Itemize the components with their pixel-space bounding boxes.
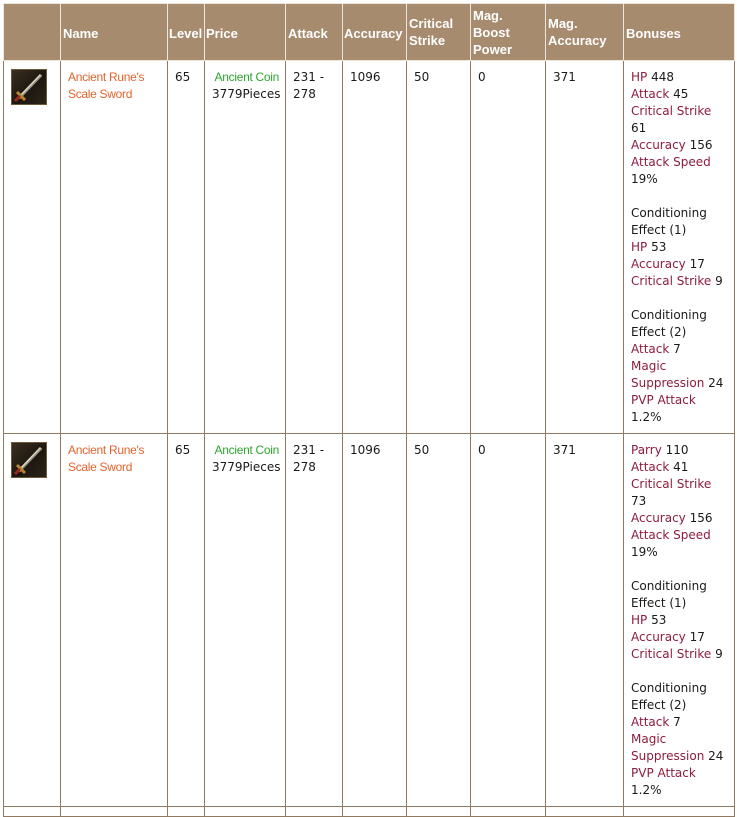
level-cell: 65 [168,61,205,434]
bonus-label: Attack Speed [631,528,711,542]
conditioning-title: Conditioning Effect (2) [631,681,707,712]
bonus-label: HP [631,240,648,254]
bonus-value: 7 [673,715,681,729]
bonus-value: 17 [689,257,705,271]
price-cell [205,61,286,434]
bonus-line [631,731,728,765]
accuracy-cell: 1096 [343,61,407,434]
attack-cell: 231 - 278 [286,434,343,807]
bonus-value: 17 [689,630,705,644]
bonus-value: 53 [651,613,667,627]
col-header-attack[interactable]: Attack [286,4,343,61]
bonus-line [631,459,728,476]
mag-accuracy-cell: 371 [546,434,624,807]
bonus-label: Critical Strike [631,477,712,491]
bonus-value: 73 [631,494,647,508]
bonus-line [631,341,728,358]
price-currency: Ancient Coin [214,70,279,84]
bonus-label: Attack [631,460,670,474]
price-cell [205,434,286,807]
col-header-price[interactable]: Price [205,4,286,61]
bonus-label: Attack [631,715,670,729]
bonus-label: Critical Strike [631,647,712,661]
bonus-line [631,103,728,137]
col-header-accuracy[interactable]: Accuracy [343,4,407,61]
bonus-value: 24 [708,749,724,763]
name-cell [61,61,168,434]
col-header-name[interactable]: Name [61,4,168,61]
conditioning-title: Conditioning Effect (1) [631,206,707,237]
bonus-value: 1.2% [631,783,662,797]
bonus-label: Critical Strike [631,274,712,288]
bonus-label: Magic Suppression [631,359,705,390]
bonus-value: 45 [673,87,689,101]
price-amount: 3779Pieces [212,460,281,474]
accuracy-cell: 1096 [343,434,407,807]
bonus-label: Accuracy [631,138,686,152]
bonus-value: 53 [651,240,667,254]
bonus-line [631,154,728,188]
bonus-line [631,714,728,731]
bonus-line [631,256,728,273]
bonus-value: 110 [665,443,689,457]
bonus-label: Accuracy [631,511,686,525]
bonus-label: HP [631,70,648,84]
bonus-value: 448 [651,70,674,84]
bonus-value: 1.2% [631,410,662,424]
bonus-value: 9 [715,647,723,661]
bonus-label: Attack [631,87,670,101]
bonuses-cell [624,61,735,434]
bonus-value: 24 [708,376,724,390]
table-row [4,61,735,434]
attack-cell: 231 - 278 [286,61,343,434]
price-currency: Ancient Coin [214,443,279,457]
items-table [3,3,735,817]
bonus-line [631,527,728,561]
conditioning-title: Conditioning Effect (2) [631,308,707,339]
bonus-line [631,69,728,86]
bonus-value: 7 [673,342,681,356]
bonus-value: 156 [689,138,713,152]
sword-icon[interactable] [11,69,47,105]
sword-icon[interactable] [11,442,47,478]
bonus-line [631,137,728,154]
bonus-line [631,358,728,392]
col-header-bonuses[interactable]: Bonuses [624,4,735,61]
bonus-label: Magic Suppression [631,732,705,763]
bonus-label: Critical Strike [631,104,712,118]
bonus-label: PVP Attack [631,393,696,407]
bonus-line [631,442,728,459]
bonus-value: 156 [689,511,713,525]
col-header-level[interactable]: Level [168,4,205,61]
item-name-link[interactable]: Ancient Rune's Scale Sword [68,443,145,474]
name-cell [61,434,168,807]
bonus-label: Attack Speed [631,155,711,169]
bonus-label: Accuracy [631,257,686,271]
mag-boost-power-cell: 0 [471,434,546,807]
conditioning-title: Conditioning Effect (1) [631,579,707,610]
bonus-line [631,612,728,629]
bonus-line [631,86,728,103]
col-header-mag-accuracy[interactable]: Mag. Accuracy [546,4,624,61]
bonus-line [631,765,728,799]
header-row [4,4,735,61]
level-cell: 65 [168,434,205,807]
bonus-line [631,273,728,290]
bonus-label: HP [631,613,648,627]
col-header-icon [4,4,61,61]
bonus-value: 41 [673,460,689,474]
col-header-mag-boost-power[interactable]: Mag. Boost Power [471,4,546,61]
mag-accuracy-cell: 371 [546,61,624,434]
bonus-line [631,392,728,426]
col-header-critical-strike[interactable]: Critical Strike [407,4,471,61]
critical-strike-cell: 50 [407,434,471,807]
bonus-line [631,510,728,527]
critical-strike-cell: 50 [407,61,471,434]
bonus-label: Attack [631,342,670,356]
icon-cell [4,61,61,434]
bonus-value: 19% [631,172,658,186]
bonus-label: Accuracy [631,630,686,644]
price-amount: 3779Pieces [212,87,281,101]
item-name-link[interactable]: Ancient Rune's Scale Sword [68,70,145,101]
table-row [4,434,735,807]
bonuses-cell [624,434,735,807]
bonus-value: 61 [631,121,647,135]
bonus-label: Parry [631,443,662,457]
bonus-line [631,239,728,256]
bonus-line [631,476,728,510]
bonus-label: PVP Attack [631,766,696,780]
bonus-line [631,629,728,646]
bonus-value: 9 [715,274,723,288]
bonus-value: 19% [631,545,658,559]
bonus-line [631,646,728,663]
mag-boost-power-cell: 0 [471,61,546,434]
icon-cell [4,434,61,807]
